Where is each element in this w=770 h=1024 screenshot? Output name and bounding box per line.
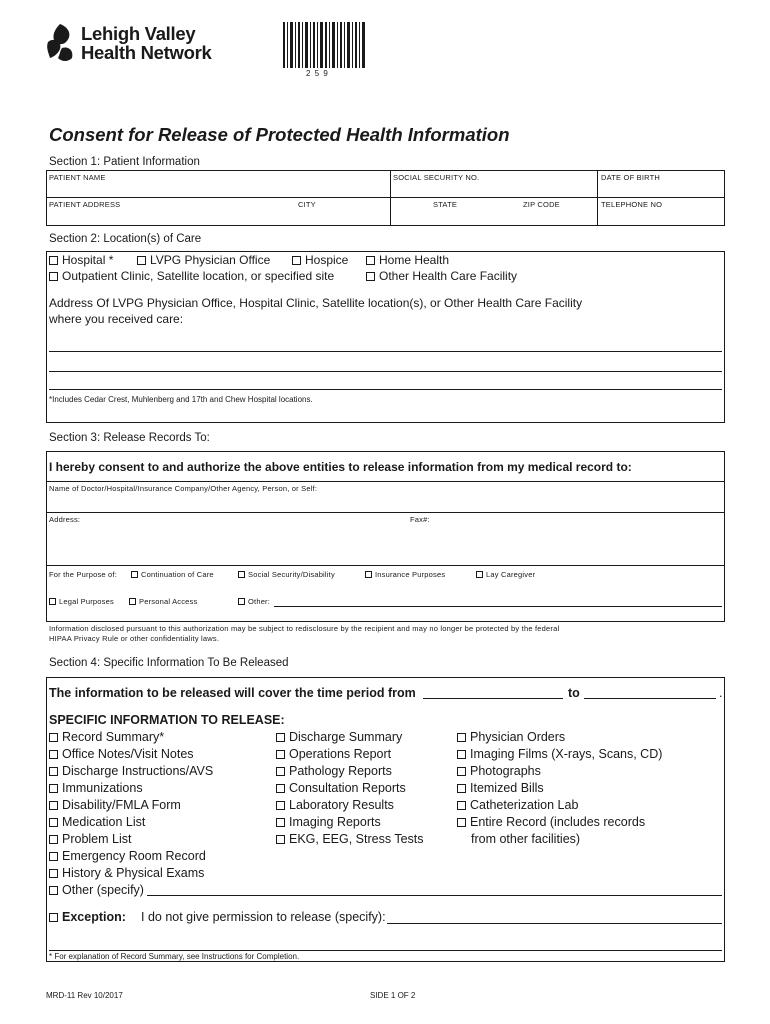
entire-record-continued: from other facilities)	[471, 832, 581, 846]
specific-info-col-2	[276, 730, 456, 855]
patient-name-field[interactable]	[47, 171, 389, 196]
itemized-bills-option[interactable]	[457, 781, 544, 795]
checkbox-icon	[49, 272, 58, 281]
other-purpose-line[interactable]	[274, 606, 722, 607]
entire-record-label: Entire Record (includes records	[470, 815, 646, 829]
problem-list-option[interactable]	[49, 832, 131, 846]
checkbox-icon	[276, 784, 285, 793]
page-side: SIDE 1 OF 2	[370, 991, 416, 1000]
patient-address-field[interactable]	[47, 198, 389, 225]
checkbox-icon	[49, 598, 56, 605]
address-prompt-1: Address Of LVPG Physician Office, Hospital Clinic, Satellite location(s), or Other Health Care Facility	[49, 296, 583, 310]
checkbox-icon	[49, 835, 58, 844]
other-specify-option[interactable]	[49, 883, 144, 897]
hospital-label: Hospital *	[62, 253, 114, 267]
entire-record-option[interactable]	[457, 815, 645, 829]
office-notes-label: Office Notes/Visit Notes	[62, 747, 194, 761]
record-summary-footnote: * For explanation of Record Summary, see Instructions for Completion.	[49, 952, 300, 961]
period-end-field[interactable]	[584, 687, 716, 699]
checkbox-icon	[276, 818, 285, 827]
record-summary-label: Record Summary*	[62, 730, 165, 744]
checkbox-icon	[131, 571, 138, 578]
ssn-field[interactable]	[391, 171, 596, 196]
lvpg-option[interactable]	[137, 253, 270, 267]
discharge-summary-option[interactable]	[276, 730, 402, 744]
checkbox-icon	[276, 835, 285, 844]
immunizations-option[interactable]	[49, 781, 143, 795]
checkbox-icon	[457, 767, 466, 776]
consent-statement: I hereby consent to and authorize the above entities to release information from my medical record to:	[49, 460, 632, 474]
insurance-label: Insurance Purposes	[375, 570, 446, 579]
legal-purposes-option[interactable]	[49, 597, 114, 606]
office-notes-option[interactable]	[49, 747, 194, 761]
legal-label: Legal Purposes	[59, 597, 114, 606]
home-health-label: Home Health	[379, 253, 450, 267]
checkbox-icon	[457, 784, 466, 793]
purpose-row-2	[49, 597, 719, 609]
personal-access-option[interactable]	[129, 597, 197, 606]
checkbox-icon	[476, 571, 483, 578]
section4-heading: Section 4: Specific Information To Be Released	[49, 657, 289, 669]
checkbox-icon	[49, 818, 58, 827]
checkbox-icon	[457, 750, 466, 759]
checkbox-icon	[457, 733, 466, 742]
operations-report-option[interactable]	[276, 747, 391, 761]
patient-name-label: PATIENT NAME	[49, 173, 106, 182]
pathology-reports-option[interactable]	[276, 764, 392, 778]
lay-caregiver-option[interactable]	[476, 570, 535, 579]
ssn-label: SOCIAL SECURITY NO.	[393, 173, 480, 182]
hospice-label: Hospice	[305, 253, 349, 267]
medication-list-option[interactable]	[49, 815, 145, 829]
imaging-films-option[interactable]	[457, 747, 662, 761]
specific-info-col-1	[49, 730, 269, 900]
lvpg-label: LVPG Physician Office	[150, 253, 271, 267]
logo-line-2: Health Network	[81, 42, 212, 63]
checkbox-icon	[457, 801, 466, 810]
location-footnote: *Includes Cedar Crest, Muhlenberg and 17th and Chew Hospital locations.	[49, 395, 313, 404]
exception-line-2[interactable]	[49, 950, 722, 951]
care-address-line-1[interactable]	[49, 351, 722, 352]
checkbox-icon	[49, 733, 58, 742]
discharge-instructions-label: Discharge Instructions/AVS	[62, 764, 214, 778]
fax-label: Fax#:	[410, 515, 430, 524]
continuation-label: Continuation of Care	[141, 570, 214, 579]
checkbox-icon	[49, 767, 58, 776]
checkbox-icon	[49, 886, 58, 895]
lay-caregiver-label: Lay Caregiver	[486, 570, 536, 579]
checkbox-icon	[49, 869, 58, 878]
logo-line-1: Lehigh Valley	[81, 23, 196, 44]
medication-list-label: Medication List	[62, 815, 146, 829]
checkbox-icon	[49, 852, 58, 861]
outpatient-option[interactable]	[49, 269, 334, 283]
history-physical-label: History & Physical Exams	[62, 866, 205, 880]
record-summary-option[interactable]	[49, 730, 164, 744]
other-purpose-label: Other:	[248, 597, 271, 606]
laboratory-results-label: Laboratory Results	[289, 798, 394, 812]
period-start-field[interactable]	[423, 687, 563, 699]
hospice-option[interactable]	[292, 253, 348, 267]
discharge-instructions-option[interactable]	[49, 764, 213, 778]
checkbox-icon	[276, 733, 285, 742]
social-security-option[interactable]	[238, 570, 335, 579]
other-facility-option[interactable]	[366, 269, 517, 283]
catheterization-lab-option[interactable]	[457, 798, 578, 812]
insurance-option[interactable]	[365, 570, 445, 579]
fax-field[interactable]	[408, 513, 724, 565]
checkbox-icon	[129, 598, 136, 605]
recipient-address-field[interactable]	[47, 513, 407, 565]
period-end-mark: .	[719, 686, 723, 700]
lvhn-logo-mark-icon	[44, 22, 76, 64]
checkbox-icon	[49, 750, 58, 759]
location-options-row1	[49, 253, 719, 269]
telephone-label: TELEPHONE NO	[601, 200, 663, 209]
photographs-option[interactable]	[457, 764, 541, 778]
purpose-label: For the Purpose of:	[49, 570, 118, 579]
photographs-label: Photographs	[470, 764, 541, 778]
zip-label: ZIP CODE	[523, 200, 560, 209]
discharge-summary-label: Discharge Summary	[289, 730, 403, 744]
checkbox-icon	[238, 598, 245, 605]
dob-label: DATE OF BIRTH	[601, 173, 660, 182]
divider	[46, 565, 725, 566]
other-facility-label: Other Health Care Facility	[379, 269, 518, 283]
pathology-reports-label: Pathology Reports	[289, 764, 392, 778]
state-label: STATE	[433, 200, 458, 209]
barcode-number: 2 5 9	[306, 69, 329, 78]
imaging-films-label: Imaging Films (X-rays, Scans, CD)	[470, 747, 663, 761]
continuation-of-care-option[interactable]	[131, 570, 214, 579]
disability-fmla-option[interactable]	[49, 798, 181, 812]
time-period-label: The information to be released will cover the time period from	[49, 686, 416, 700]
care-address-line-2[interactable]	[49, 371, 722, 372]
checkbox-icon	[457, 818, 466, 827]
exception-line-1[interactable]	[387, 923, 722, 924]
outpatient-label: Outpatient Clinic, Satellite location, or specified site	[62, 269, 335, 283]
recipient-address-label: Address:	[49, 515, 81, 524]
exception-option[interactable]	[49, 910, 126, 924]
imaging-reports-label: Imaging Reports	[289, 815, 381, 829]
emergency-room-option[interactable]	[49, 849, 206, 863]
laboratory-results-option[interactable]	[276, 798, 394, 812]
care-address-line-3[interactable]	[49, 389, 722, 390]
emergency-room-label: Emergency Room Record	[62, 849, 206, 863]
personal-label: Personal Access	[139, 597, 198, 606]
disclosure-line-2: HIPAA Privacy Rule or other confidentiality laws.	[49, 634, 220, 643]
barcode	[283, 22, 365, 68]
time-period-row	[49, 686, 723, 702]
to-label: to	[568, 686, 580, 700]
physician-orders-option[interactable]	[457, 730, 565, 744]
exception-text: I do not give permission to release (specify):	[141, 910, 386, 924]
page-title: Consent for Release of Protected Health Information	[49, 124, 510, 145]
section2-heading: Section 2: Location(s) of Care	[49, 233, 202, 245]
social-security-label: Social Security/Disability	[248, 570, 335, 579]
checkbox-icon	[276, 801, 285, 810]
form-id: MRD-11 Rev 10/2017	[46, 991, 123, 1000]
section3-heading: Section 3: Release Records To:	[49, 432, 210, 444]
other-purpose-option[interactable]	[238, 597, 270, 606]
purpose-row-1	[49, 570, 719, 582]
address-prompt-2: where you received care:	[49, 312, 184, 326]
specific-info-heading: SPECIFIC INFORMATION TO RELEASE:	[49, 713, 285, 727]
problem-list-label: Problem List	[62, 832, 132, 846]
barcode-icon	[283, 22, 365, 68]
immunizations-label: Immunizations	[62, 781, 143, 795]
checkbox-icon	[49, 801, 58, 810]
history-physical-option[interactable]	[49, 866, 204, 880]
operations-report-label: Operations Report	[289, 747, 392, 761]
lvhn-logo	[44, 22, 234, 66]
checkbox-icon	[49, 784, 58, 793]
checkbox-icon	[365, 571, 372, 578]
consultation-reports-option[interactable]	[276, 781, 406, 795]
location-options-row2	[49, 269, 719, 285]
imaging-reports-option[interactable]	[276, 815, 381, 829]
ekg-eeg-option[interactable]	[276, 832, 424, 846]
consultation-reports-label: Consultation Reports	[289, 781, 406, 795]
hospital-option[interactable]	[49, 253, 113, 267]
checkbox-icon	[49, 913, 58, 922]
itemized-bills-label: Itemized Bills	[470, 781, 544, 795]
recipient-name-label: Name of Doctor/Hospital/Insurance Company/Other Agency, Person, or Self:	[49, 484, 318, 493]
other-specify-label: Other (specify)	[62, 883, 144, 897]
disclosure-line-1: Information disclosed pursuant to this authorization may be subject to redisclosure by the recipient and may no longer be protected by the federal	[49, 624, 560, 633]
patient-address-label: PATIENT ADDRESS	[49, 200, 121, 209]
ekg-eeg-label: EKG, EEG, Stress Tests	[289, 832, 424, 846]
checkbox-icon	[276, 767, 285, 776]
other-specify-line[interactable]	[147, 895, 722, 896]
checkbox-icon	[276, 750, 285, 759]
checkbox-icon	[238, 571, 245, 578]
checkbox-icon	[366, 256, 375, 265]
exception-label: Exception:	[62, 910, 126, 924]
physician-orders-label: Physician Orders	[470, 730, 566, 744]
catheterization-lab-label: Catheterization Lab	[470, 798, 579, 812]
specific-info-col-3	[457, 730, 722, 855]
recipient-name-field[interactable]	[47, 482, 724, 511]
telephone-field[interactable]	[598, 198, 724, 225]
section1-heading: Section 1: Patient Information	[49, 156, 200, 168]
disability-fmla-label: Disability/FMLA Form	[62, 798, 181, 812]
checkbox-icon	[366, 272, 375, 281]
checkbox-icon	[49, 256, 58, 265]
checkbox-icon	[292, 256, 301, 265]
state-zip-field[interactable]	[391, 198, 596, 225]
home-health-option[interactable]	[366, 253, 449, 267]
checkbox-icon	[137, 256, 146, 265]
dob-field[interactable]	[598, 171, 724, 196]
city-label: CITY	[298, 200, 316, 209]
